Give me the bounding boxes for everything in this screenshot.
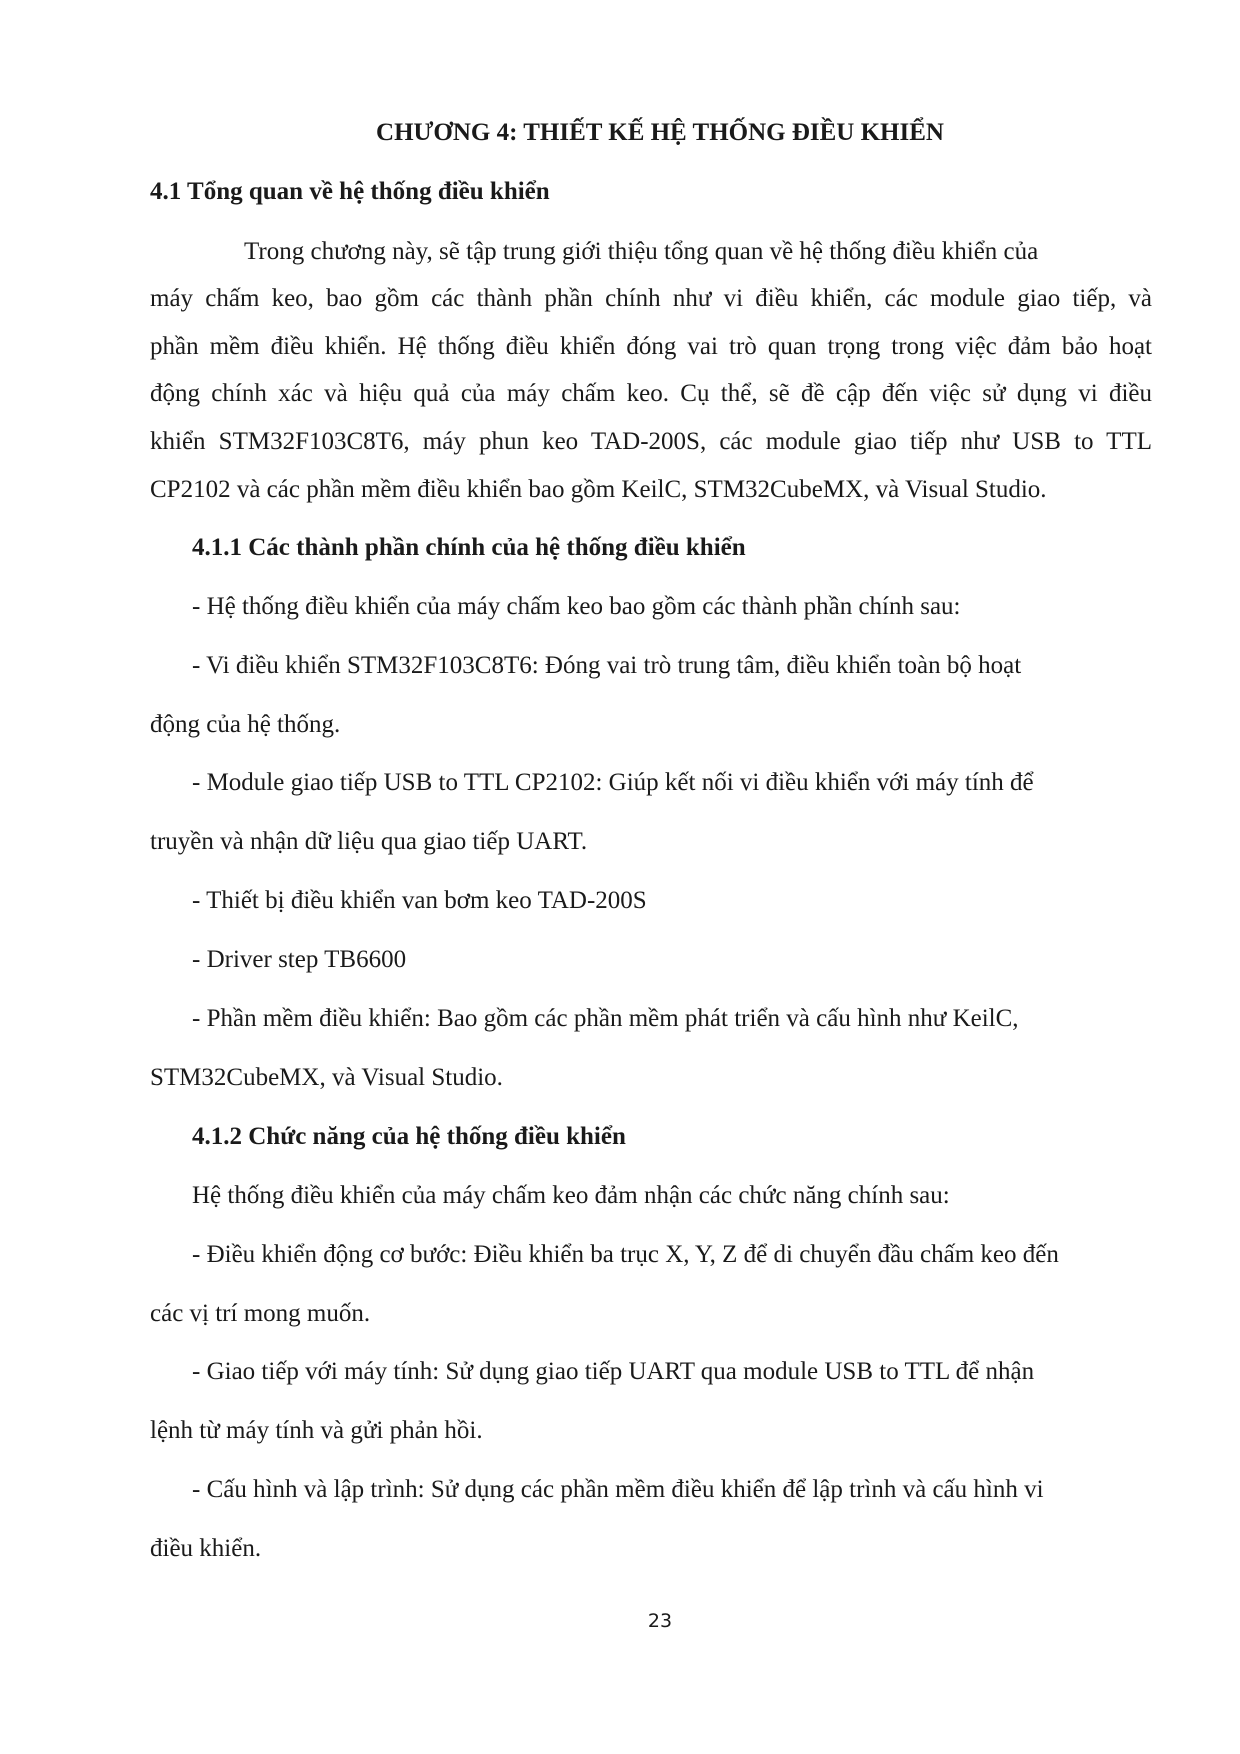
section-heading-4-1-1: 4.1.1 Các thành phần chính của hệ thống điều khiển: [192, 534, 746, 561]
list-item: - Driver step TB6600: [192, 946, 407, 973]
list-item: - Phần mềm điều khiển: Bao gồm các phần mềm phát triển và cấu hình như KeilC,: [192, 1005, 1019, 1032]
paragraph-line: Trong chương này, sẽ tập trung giới thiệu tổng quan về hệ thống điều khiển của: [244, 238, 1039, 265]
section-heading-4-1: 4.1 Tổng quan về hệ thống điều khiển: [150, 178, 550, 205]
list-item: - Cấu hình và lập trình: Sử dụng các phần mềm điều khiển để lập trình và cấu hình vi: [192, 1476, 1044, 1503]
list-item: - Vi điều khiển STM32F103C8T6: Đóng vai trò trung tâm, điều khiển toàn bộ hoạt: [192, 652, 1022, 679]
paragraph-line: động chính xác và hiệu quả của máy chấm keo. Cụ thể, sẽ đề cập đến việc sử dụng vi điều: [150, 380, 1152, 407]
chapter-title: CHƯƠNG 4: THIẾT KẾ HỆ THỐNG ĐIỀU KHIỂN: [376, 119, 944, 146]
list-item-continuation: các vị trí mong muốn.: [150, 1300, 371, 1327]
list-item-continuation: STM32CubeMX, và Visual Studio.: [150, 1064, 503, 1091]
list-item: - Hệ thống điều khiển của máy chấm keo bao gồm các thành phần chính sau:: [192, 593, 961, 620]
paragraph-line: Hệ thống điều khiển của máy chấm keo đảm nhận các chức năng chính sau:: [192, 1182, 950, 1209]
list-item-continuation: lệnh từ máy tính và gửi phản hồi.: [150, 1417, 483, 1444]
list-item-continuation: điều khiển.: [150, 1535, 262, 1562]
list-item: - Module giao tiếp USB to TTL CP2102: Giúp kết nối vi điều khiển với máy tính để: [192, 769, 1034, 796]
paragraph-line: máy chấm keo, bao gồm các thành phần chính như vi điều khiển, các module giao tiếp, và: [150, 285, 1152, 312]
list-item: - Giao tiếp với máy tính: Sử dụng giao tiếp UART qua module USB to TTL để nhận: [192, 1358, 1035, 1385]
paragraph-line: CP2102 và các phần mềm điều khiển bao gồm KeilC, STM32CubeMX, và Visual Studio.: [150, 476, 1047, 503]
list-item-continuation: động của hệ thống.: [150, 711, 341, 738]
paragraph-line: khiển STM32F103C8T6, máy phun keo TAD-200S, các module giao tiếp như USB to TTL: [150, 428, 1152, 455]
paragraph-line: phần mềm điều khiển. Hệ thống điều khiển đóng vai trò quan trọng trong việc đảm bảo hoạt: [150, 333, 1152, 360]
list-item: - Thiết bị điều khiển van bơm keo TAD-200S: [192, 887, 647, 914]
list-item-continuation: truyền và nhận dữ liệu qua giao tiếp UART.: [150, 828, 588, 855]
section-heading-4-1-2: 4.1.2 Chức năng của hệ thống điều khiển: [192, 1123, 626, 1150]
list-item: - Điều khiển động cơ bước: Điều khiển ba trục X, Y, Z để di chuyển đầu chấm keo đến: [192, 1241, 1059, 1268]
page-number: 23: [647, 1610, 673, 1632]
